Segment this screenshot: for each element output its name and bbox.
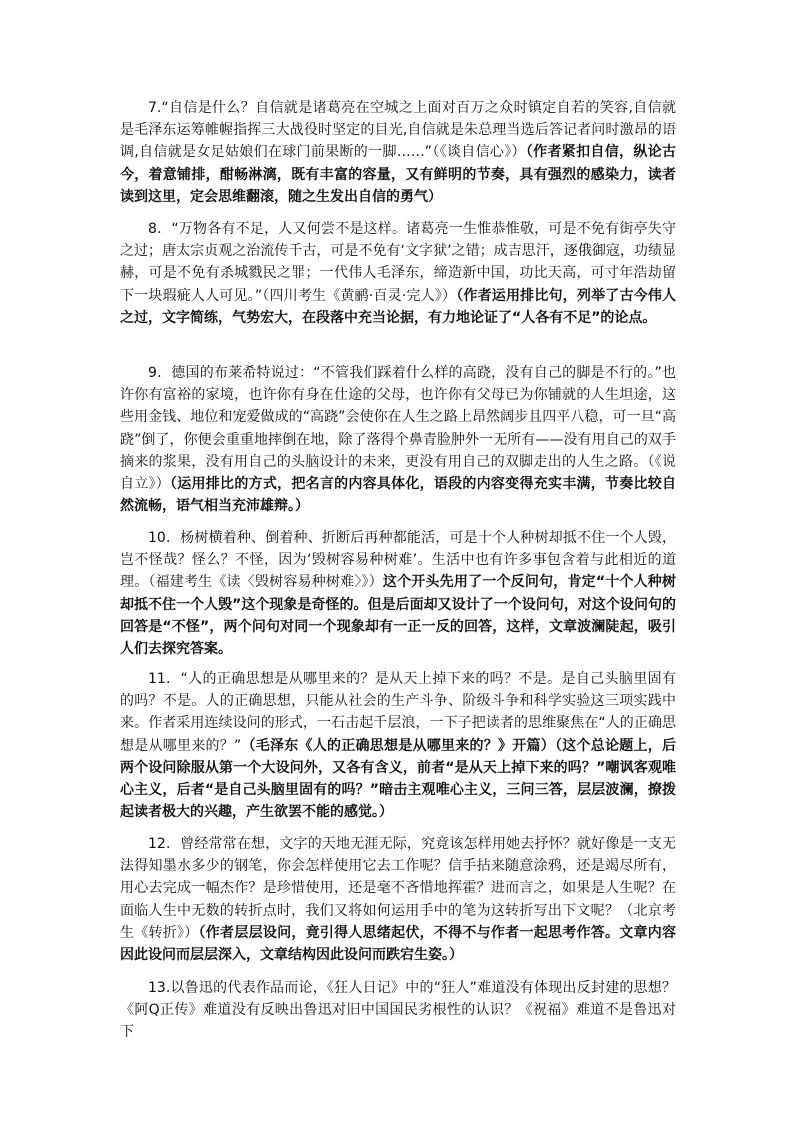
paragraph-12 <box>120 833 676 966</box>
paragraph-10-text: 10．杨树横着种、倒着种、折断后再种都能活，可是十个人种树却抵不住一个人毁，岂不怪哉？怪么？不怪，因为‘毁树容易种树难’。生活中也有许多事包含着与此相近的道理。（福建考生《读〈毁树容易种树难〉》） <box>120 530 676 591</box>
paragraph-13-text: 13.以鲁迅的代表作品而论，《狂人日记》中的“狂人”难道没有体现出反封建的思想？《阿Q正传》难道没有反映出鲁迅对旧中国国民劣根性的认识？《祝福》难道不是鲁迅对下 <box>120 980 676 1041</box>
paragraph-9-text: 9．德国的布莱希特说过：“不管我们踩着什么样的高跷，没有自己的脚是不行的。”也许你有富裕的家境，也许你有身在仕途的父母，也许你有父母已为你铺就的人生坦途，这些用金钱、地位和宠爱做成的“高跷”会使你在人生之路上昂然阔步且四平八稳，可一旦“高跷”倒了，你便会重重地摔倒在地，除了落得个鼻青脸肿外一无所有——没有用自己的双手摘来的浆果，没有用自己的头脑设计的未来，更没有用自己的双脚走出的人生之路。（《说自立》） <box>120 365 676 493</box>
paragraph-9 <box>120 362 676 517</box>
paragraph-11-commentary: （毛泽东《人的正确思想是从哪里来的？》开篇）（这个总论题上，后两个设问除服从第一个大设问外，又各有含义，前者“是从天上掉下来的吗？”嘲讽客观唯心主义，后者“是自己头脑里固有的吗？”暗击主观唯心主义，三问三答，层层波澜，撩拨起读者极大的兴趣，产生欲罢不能的感觉。） <box>120 737 676 821</box>
paragraph-8 <box>120 218 676 329</box>
paragraph-7-text: 7.“自信是什么？自信就是诸葛亮在空城之上面对百万之众时镇定自若的笑容,自信就是毛泽东运筹帷幄指挥三大战役时坚定的目光,自信就是朱总理当选后答记者问时激昂的语调,自信就是女足姑娘们在球门前果断的一脚……”（《谈自信心》） <box>120 100 676 161</box>
paragraph-11 <box>120 668 676 823</box>
paragraph-8-text: 8．“万物各有不足，人又何尝不是这样。诸葛亮一生惟恭惟敬，可是不免有街亭失守之过；唐太宗贞观之治流传千古，可是不免有‘文字狱’之错；成吉思汗，逐俄御寇，功绩显赫，可是不免有杀城戮民之罪；一代伟人毛泽东，缔造新中国，功比天高，可寸年浩劫留下一块瑕疵人人可见。”（四川考生《黄鹂·百灵·完人》） <box>120 221 676 304</box>
paragraph-9-commentary: （运用排比的方式，把名言的内容具体化，语段的内容变得充实丰满，节奏比较自然流畅，语气相当充沛雄辩。） <box>120 476 677 515</box>
paragraph-10 <box>120 527 676 660</box>
paragraph-11-text: 11．“人的正确思想是从哪里来的？是从天上掉下来的吗？不是。是自己头脑里固有的吗？不是。人的正确思想，只能从社会的生产斗争、阶级斗争和科学实验这三项实践中来。作者采用连续设问的形式，一石击起千层浪，一下子把读者的思维聚焦在“人的正确思想是从哪里来的？” <box>120 671 676 754</box>
paragraph-7-commentary: （作者紧扣自信，纵论古今，着意铺排，酣畅淋漓，既有丰富的容量，又有鲜明的节奏，具有强烈的感染力，读者读到这里，定会思维翻滚，随之生发出自信的勇气） <box>120 144 677 205</box>
paragraph-12-text: 12．曾经常常在想，文字的天地无涯无际，究竟该怎样用她去抒怀？就好像是一支无法得知墨水多少的钢笔，你会怎样使用它去工作呢？信手拈来随意涂鸦，还是竭尽所有，用心去完成一幅杰作？是珍惜使用，还是毫不吝惜地挥霍？进而言之，如果是人生呢？在面临人生中无数的转折点时，我们又将如何运用手中的笔为这转折写出下文呢？（北京考生《转折》） <box>120 836 676 941</box>
paragraph-12-commentary: （作者层层设问，竟引得人思绪起伏，不得不与作者一起思考作答。文章内容因此设问而层层深入，文章结构因此设问而跌宕生姿。） <box>120 924 677 964</box>
paragraph-13 <box>120 977 676 1044</box>
paragraph-10-commentary: 这个开头先用了一个反问句，肯定“十个人种树却抵不住一个人毁”这个现象是奇怪的。但是后面却又设计了一个设问句，对这个设问句的回答是“不怪”，两个问句对同一个现象却有一正一反的回答，这样，文章波澜陡起，吸引人们去探究答案。 <box>120 574 677 658</box>
paragraph-8-commentary: （作者运用排比句，列举了古今伟人之过，文字简练，气势宏大，在段落中充当论据，有力地论证了“人各有不足”的论点。 <box>120 287 677 326</box>
paragraph-7 <box>120 97 676 208</box>
